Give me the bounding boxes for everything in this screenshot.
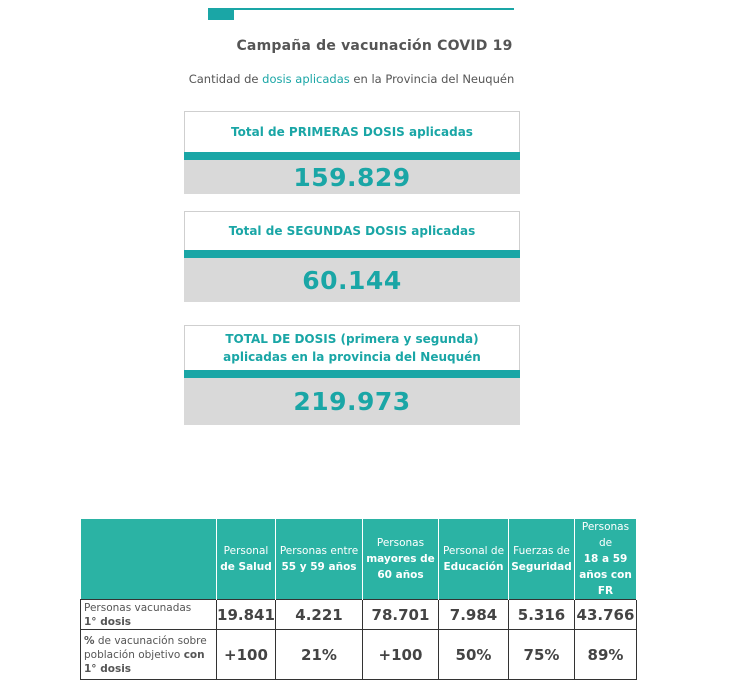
table-header-education: Personal de Educación [439, 519, 509, 600]
card-accent-bar [184, 370, 520, 378]
table-cell: 21% [276, 630, 363, 680]
table-cell: 50% [439, 630, 509, 680]
card-value: 159.829 [184, 160, 520, 194]
card-label: Total de SEGUNDAS DOSIS aplicadas [184, 211, 520, 250]
subtitle-after: en la Provincia del Neuquén [349, 72, 515, 86]
card-value: 219.973 [184, 378, 520, 425]
table-row [81, 630, 637, 680]
table-header-health: Personal de Salud [217, 519, 276, 600]
second-doses-card [184, 211, 520, 302]
row-label: % de vacunación sobre población objetivo con 1° dosis [81, 630, 217, 680]
table-header-security: Fuerzas de Seguridad [509, 519, 575, 600]
card-label-line-2: aplicadas en la provincia del Neuquén [223, 350, 481, 364]
table-header-18-59-fr: Personas de 18 a 59 años con FR [575, 519, 637, 600]
vaccination-table [80, 519, 637, 680]
table-cell: 89% [575, 630, 637, 680]
subtitle-highlight: dosis aplicadas [262, 72, 350, 86]
table-header-55-59: Personas entre 55 y 59 años [276, 519, 363, 600]
card-label-line-1: TOTAL DE DOSIS (primera y segunda) [225, 332, 479, 346]
subtitle-before: Cantidad de [188, 72, 263, 86]
table-header-empty [81, 519, 217, 600]
table-cell: 5.316 [509, 600, 575, 630]
table-cell: 43.766 [575, 600, 637, 630]
table-cell: 7.984 [439, 600, 509, 630]
total-doses-card [184, 325, 520, 425]
page-subtitle [0, 72, 703, 86]
card-value: 60.144 [184, 258, 520, 302]
card-label [184, 325, 520, 370]
table-cell: 19.841 [217, 600, 276, 630]
top-decorative-block [208, 8, 234, 20]
card-accent-bar [184, 152, 520, 160]
card-accent-bar [184, 250, 520, 258]
table-cell: 4.221 [276, 600, 363, 630]
card-label: Total de PRIMERAS DOSIS aplicadas [184, 111, 520, 152]
first-doses-card [184, 111, 520, 194]
table-cell: +100 [217, 630, 276, 680]
table-cell: +100 [363, 630, 439, 680]
table-header-over-60: Personas mayores de 60 años [363, 519, 439, 600]
table-cell: 78.701 [363, 600, 439, 630]
row-label: Personas vacunadas 1° dosis [81, 600, 217, 630]
page-title: Campaña de vacunación COVID 19 [236, 38, 513, 54]
table-row [81, 600, 637, 630]
table-cell: 75% [509, 630, 575, 680]
top-decorative-line [208, 8, 514, 10]
table-header-row [81, 519, 637, 600]
